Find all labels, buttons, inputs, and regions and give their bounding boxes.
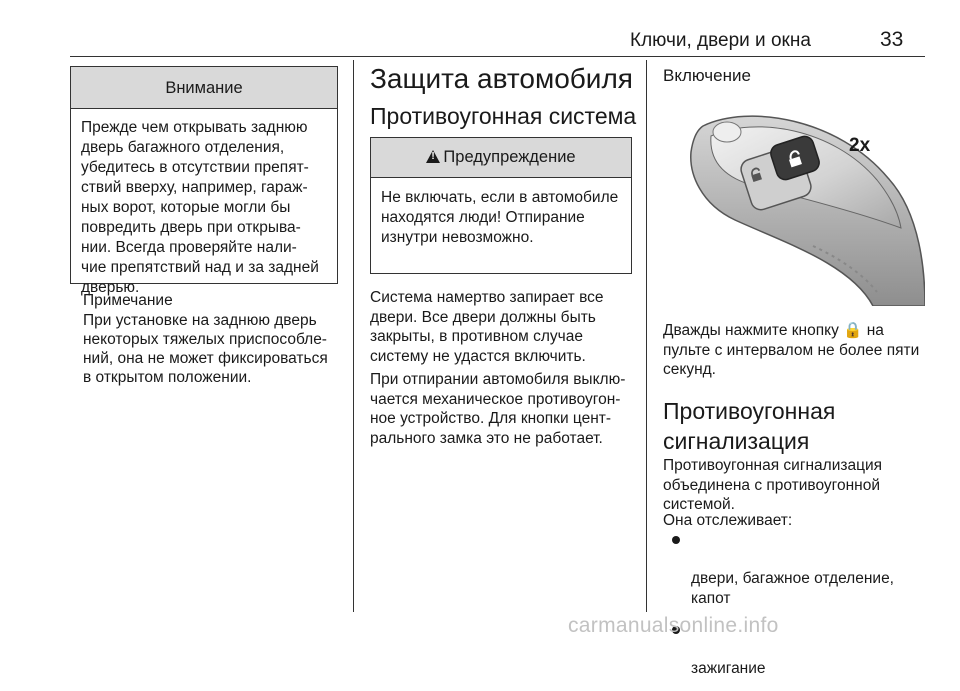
paragraph-unlock: При отпирании автомобиля выклю- чается механическое противоугон- ное устройство. Для кнопки цент- рального замка это не работает. xyxy=(370,371,626,447)
attention-box xyxy=(70,66,338,296)
subsection-heading: Противоугонная система xyxy=(370,103,637,129)
key-fob-illustration xyxy=(663,96,925,306)
press-count-label: 2x xyxy=(849,135,871,156)
note-title: Примечание xyxy=(83,292,173,309)
watermark: carmanualsonline.info xyxy=(568,614,779,637)
monitored-items-list xyxy=(663,530,928,691)
note-text: При установке на заднюю дверь некоторых тяжелых приспособле- ний, она не может фиксироваться в открытом положении. xyxy=(83,312,328,386)
warning-box-title: Предупреждение xyxy=(443,148,576,166)
warning-box xyxy=(370,137,632,274)
column-divider-2 xyxy=(646,60,647,612)
paragraph-system: Система намертво запирает все двери. Все двери должны быть закрыты, в противном случае систему не удастся включить. xyxy=(370,289,604,365)
section-heading: Защита автомобиля xyxy=(370,63,633,94)
key-fob-image xyxy=(663,96,925,306)
attention-box-text: Прежде чем открывать заднюю дверь багажного отделения, убедитесь в отсутствии препят- ствий вверху, например, гараж- ных ворот, которые могли бы повредить дверь при открыва- нии. Всегда проверяйте нали- чие препятствий над и за задней дверью. xyxy=(81,119,319,296)
activation-heading: Включение xyxy=(663,66,751,85)
page-number: 33 xyxy=(880,28,904,51)
bullet-icon xyxy=(672,536,680,544)
monitors-label: Она отслеживает: xyxy=(663,512,793,529)
alarm-description: Противоугонная сигнализация объединена с противоугонной системой. xyxy=(663,457,883,513)
warning-box-header xyxy=(371,138,631,178)
warning-box-text: Не включать, если в автомобиле находятся люди! Отпирание изнутри невозможно. xyxy=(381,189,619,246)
warning-icon xyxy=(426,150,440,163)
list-item-text: зажигание xyxy=(691,660,766,677)
activation-instructions: Дважды нажмите кнопку 🔒 на пульте с интервалом не более пяти секунд. xyxy=(663,322,920,378)
attention-box-title: Внимание xyxy=(71,67,337,109)
list-item-text: двери, багажное отделение, капот xyxy=(691,570,894,607)
column-divider-1 xyxy=(353,60,354,612)
header-divider xyxy=(70,56,925,57)
alarm-heading: Противоугонная сигнализация xyxy=(663,398,836,454)
list-item xyxy=(663,530,928,608)
section-title: Ключи, двери и окна xyxy=(630,30,811,51)
